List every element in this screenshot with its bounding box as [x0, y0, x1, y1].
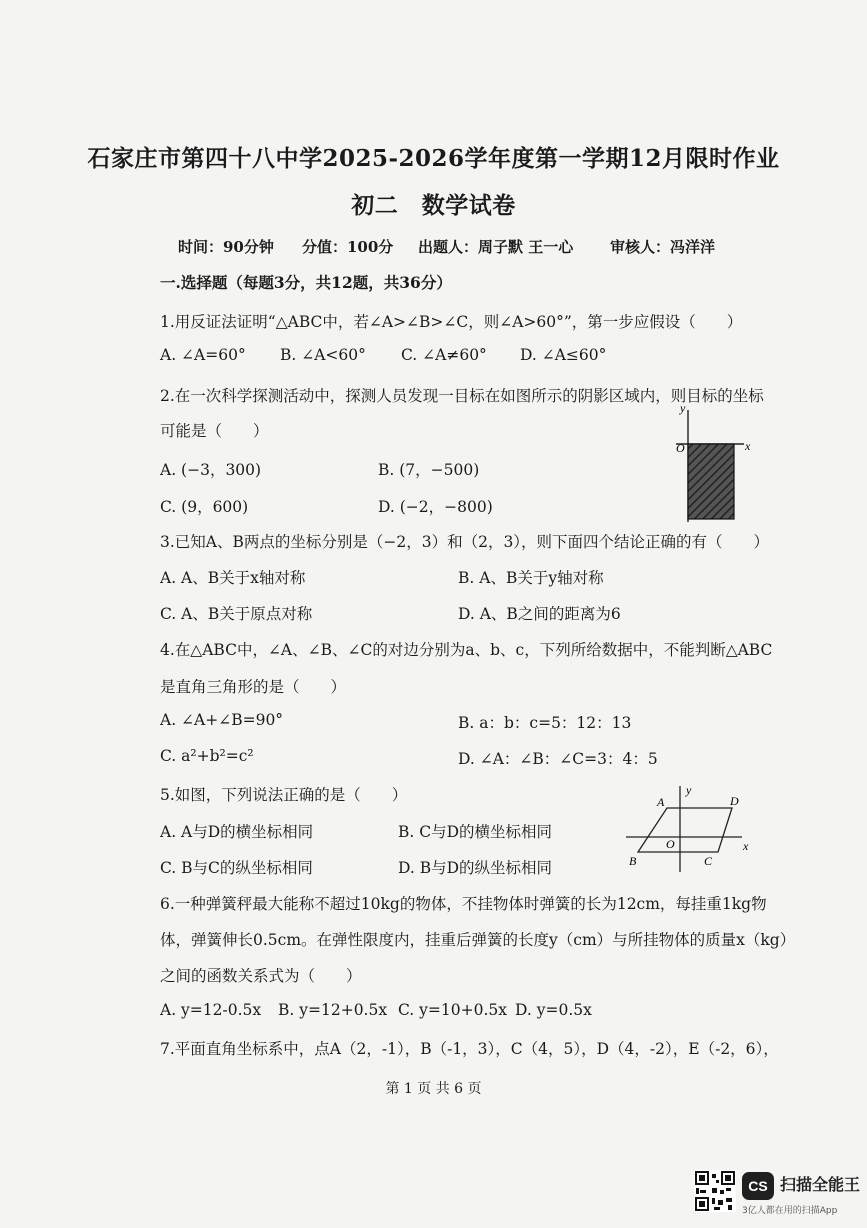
question-4-stem-line2: 是直角三角形的是（ ） [160, 678, 347, 696]
q2-x-label: x [745, 439, 751, 453]
exam-time: 时间：90分钟 [178, 238, 274, 256]
q3-option-d: D. A、B之间的距离为6 [458, 605, 621, 623]
exam-author: 出题人：周子默 王一心 [418, 238, 574, 256]
exam-reviewer: 审核人：冯洋洋 [610, 238, 716, 256]
q6-option-a: A. y=12-0.5x [160, 1001, 262, 1019]
question-2-stem-line1: 2.在一次科学探测活动中，探测人员发现一目标在如图所示的阴影区域内，则目标的坐标 [160, 387, 764, 405]
q3-option-a: A. A、B关于x轴对称 [160, 569, 306, 587]
q5-point-b: B [629, 854, 637, 868]
q5-origin-label: O [666, 837, 675, 851]
q6-option-b: B. y=12+0.5x [278, 1001, 388, 1019]
q4-option-a: A. ∠A+∠B=90° [160, 711, 284, 729]
q5-option-a: A. A与D的横坐标相同 [160, 823, 314, 841]
q2-option-a: A. (−3，300) [160, 461, 262, 479]
camscanner-name: 扫描全能王 [780, 1175, 861, 1194]
question-3-stem: 3.已知A、B两点的坐标分别是（−2，3）和（2，3），则下面四个结论正确的有（ ） [160, 533, 770, 551]
camscanner-tagline: 3亿人都在用的扫描App [742, 1206, 838, 1216]
q1-option-c: C. ∠A≠60° [401, 346, 487, 364]
question-5-stem: 5.如图，下列说法正确的是（ ） [160, 786, 408, 804]
question-7-stem: 7.平面直角坐标系中，点A（2，-1），B（-1，3），C（4，5），D（4，-2），E（-2，6）， [160, 1040, 779, 1058]
q5-x-label: x [743, 839, 749, 853]
qr-code-icon [694, 1170, 736, 1212]
q3-option-c: C. A、B关于原点对称 [160, 605, 313, 623]
exam-score: 分值：100分 [302, 238, 394, 256]
q6-option-c: C. y=10+0.5x [398, 1001, 508, 1019]
q5-point-c: C [704, 854, 713, 868]
q5-option-c: C. B与C的纵坐标相同 [160, 859, 313, 877]
q4-option-b: B. a：b：c=5：12：13 [458, 714, 632, 732]
page-footer: 第 1 页 共 6 页 [385, 1081, 482, 1097]
q2-y-label: y [680, 401, 686, 415]
q2-shaded-area [688, 444, 734, 519]
question-1-stem: 1.用反证法证明“△ABC中，若∠A>∠B>∠C，则∠A>60°”，第一步应假设（ ） [160, 313, 743, 331]
q4-option-d: D. ∠A：∠B：∠C=3：4：5 [458, 750, 658, 768]
q5-y-label: y [686, 783, 692, 797]
q4-option-c: C. a²+b²=c² [160, 747, 254, 765]
exam-subtitle: 初二 数学试卷 [351, 192, 516, 219]
q1-option-a: A. ∠A=60° [160, 346, 246, 364]
question-6-stem-line2: 体，弹簧伸长0.5cm。在弹性限度内，挂重后弹簧的长度y（cm）与所挂物体的质量x（kg） [160, 931, 796, 949]
q5-point-a: A [657, 795, 665, 809]
camscanner-logo: CS [742, 1172, 774, 1200]
q6-option-d: D. y=0.5x [515, 1001, 592, 1019]
q2-origin-label: O [676, 441, 685, 455]
question-2-stem-line2: 可能是（ ） [160, 422, 269, 440]
question-4-stem-line1: 4.在△ABC中，∠A、∠B、∠C的对边分别为a、b、c，下列所给数据中，不能判断△ABC [160, 641, 773, 659]
q1-option-b: B. ∠A<60° [280, 346, 366, 364]
q5-option-d: D. B与D的纵坐标相同 [398, 859, 553, 877]
section-heading: 一.选择题（每题3分，共12题，共36分） [160, 273, 452, 292]
q1-option-d: D. ∠A≤60° [520, 346, 607, 364]
exam-title: 石家庄市第四十八中学2025-2026学年度第一学期12月限时作业 [87, 145, 780, 172]
q5-parallelogram [638, 808, 732, 852]
q2-option-d: D. (−2，−800) [378, 498, 493, 516]
q2-figure-shaded-region [668, 400, 758, 525]
q5-option-b: B. C与D的横坐标相同 [398, 823, 553, 841]
q5-figure-parallelogram [620, 780, 760, 875]
question-6-stem-line1: 6.一种弹簧秤最大能称不超过10kg的物体，不挂物体时弹簧的长为12cm，每挂重1kg物 [160, 895, 767, 913]
question-6-stem-line3: 之间的函数关系式为（ ） [160, 967, 362, 985]
q5-point-d: D [730, 794, 739, 808]
q3-option-b: B. A、B关于y轴对称 [458, 569, 604, 587]
q2-option-b: B. (7，−500) [378, 461, 480, 479]
q2-option-c: C. (9，600) [160, 498, 249, 516]
